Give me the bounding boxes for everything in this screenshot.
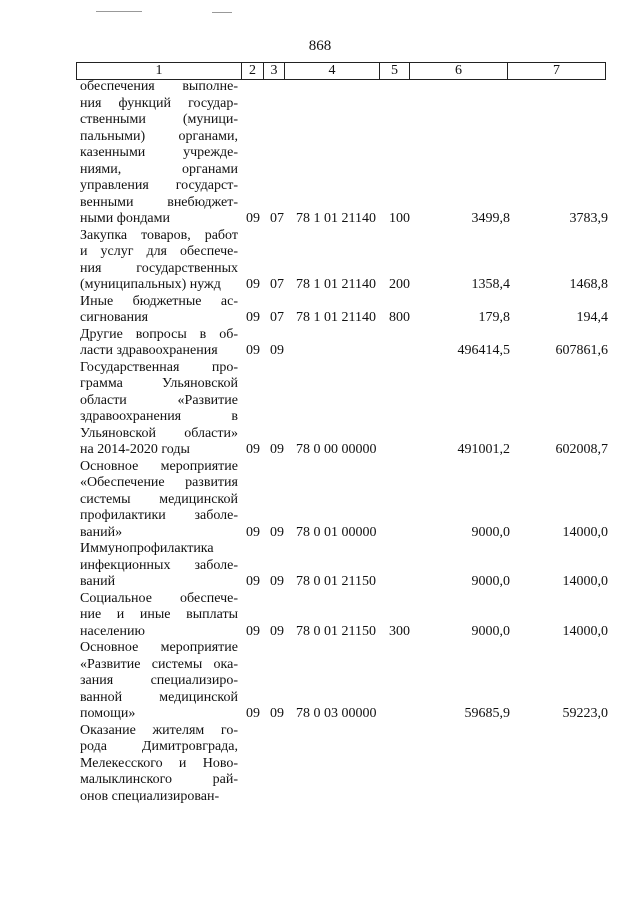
- subsection-code: 09: [270, 706, 284, 721]
- target-article-code: 78 1 01 21140: [296, 277, 376, 292]
- row-description: [80, 459, 238, 542]
- section-code: 09: [246, 211, 260, 226]
- table-row: [0, 459, 640, 542]
- row-description: [80, 360, 238, 459]
- description-line: помощи»: [80, 706, 136, 721]
- description-line: и услуг для обеспече-: [80, 244, 238, 259]
- table-row: [0, 327, 640, 360]
- description-line: ниями, органами: [80, 161, 238, 177]
- description-line: инфекционных заболе-: [80, 557, 238, 573]
- section-code: 09: [246, 706, 260, 721]
- table-row: [0, 640, 640, 723]
- expense-type-code: 100: [389, 211, 410, 226]
- row-description: [80, 640, 238, 723]
- subsection-code: 09: [270, 343, 284, 358]
- description-line: малыклинского рай-: [80, 772, 238, 787]
- column-header-5: 5: [380, 63, 410, 80]
- description-line: Ульяновской области»: [80, 425, 238, 441]
- row-description: [80, 327, 238, 360]
- subsection-code: 07: [270, 211, 284, 226]
- row-description: [80, 541, 238, 591]
- amount-year-2: 602008,7: [555, 442, 608, 457]
- section-code: 09: [246, 574, 260, 589]
- description-line: ванной медицинской: [80, 689, 238, 705]
- row-description: [80, 79, 238, 228]
- subsection-code: 09: [270, 524, 284, 540]
- expense-type-code: 800: [389, 310, 410, 325]
- description-line: Иммунопрофилактика: [80, 541, 214, 556]
- amount-year-2: 14000,0: [562, 524, 608, 540]
- page-number: 868: [308, 38, 332, 54]
- description-line: Государственная про-: [80, 359, 238, 375]
- description-line: населению: [80, 623, 145, 639]
- subsection-code: 09: [270, 623, 284, 639]
- column-header-7: 7: [508, 63, 606, 80]
- description-line: обеспечения выполне-: [80, 79, 238, 94]
- expense-type-code: 200: [389, 277, 410, 292]
- description-line: «Развитие системы ока-: [80, 656, 238, 672]
- amount-year-1: 1358,4: [471, 277, 510, 292]
- amount-year-1: 59685,9: [464, 706, 510, 721]
- subsection-code: 09: [270, 574, 284, 589]
- description-line: рода Димитровграда,: [80, 739, 238, 754]
- description-line: Мелекесского и Ново-: [80, 755, 238, 771]
- description-line: ния государственных: [80, 260, 238, 276]
- description-line: области «Развитие: [80, 392, 238, 408]
- row-description: [80, 723, 238, 806]
- subsection-code: 09: [270, 442, 284, 457]
- amount-year-2: 14000,0: [562, 623, 608, 639]
- subsection-code: 07: [270, 277, 284, 292]
- column-header-table: [76, 62, 606, 80]
- target-article-code: 78 0 00 00000: [296, 442, 377, 457]
- section-code: 09: [246, 343, 260, 358]
- description-line: Социальное обеспече-: [80, 590, 238, 606]
- target-article-code: 78 1 01 21140: [296, 310, 376, 325]
- amount-year-1: 496414,5: [457, 343, 510, 358]
- amount-year-2: 3783,9: [569, 211, 608, 226]
- description-line: Закупка товаров, работ: [80, 227, 238, 243]
- row-description: [80, 228, 238, 294]
- description-line: сигнования: [80, 310, 149, 325]
- description-line: онов специализирован-: [80, 788, 220, 804]
- description-line: ваний: [80, 574, 116, 589]
- column-header-6: 6: [410, 63, 508, 80]
- amount-year-2: 194,4: [576, 310, 608, 325]
- target-article-code: 78 0 03 00000: [296, 706, 377, 721]
- column-header-3: 3: [264, 63, 285, 80]
- description-line: ние и иные выплаты: [80, 607, 238, 622]
- amount-year-2: 59223,0: [562, 706, 608, 721]
- description-line: грамма Ульяновской: [80, 376, 238, 391]
- description-line: Основное мероприятие: [80, 640, 238, 655]
- amount-year-1: 9000,0: [471, 524, 510, 540]
- expense-type-code: 300: [389, 623, 410, 639]
- description-line: системы медицинской: [80, 491, 238, 507]
- table-row: [0, 360, 640, 459]
- target-article-code: 78 0 01 00000: [296, 524, 377, 540]
- target-article-code: 78 0 01 21150: [296, 623, 376, 639]
- section-code: 09: [246, 524, 260, 540]
- description-line: здравоохранения в: [80, 409, 238, 424]
- table-row: [0, 541, 640, 591]
- table-row: [0, 591, 640, 641]
- amount-year-1: 491001,2: [457, 442, 510, 457]
- section-code: 09: [246, 310, 260, 325]
- amount-year-1: 9000,0: [471, 623, 510, 639]
- table-row: [0, 723, 640, 806]
- description-line: Иные бюджетные ас-: [80, 293, 238, 309]
- description-line: Основное мероприятие: [80, 458, 238, 474]
- description-line: Другие вопросы в об-: [80, 326, 238, 342]
- scan-artifact: [96, 11, 142, 12]
- description-line: казенными учрежде-: [80, 145, 238, 160]
- amount-year-1: 9000,0: [471, 574, 510, 589]
- amount-year-2: 14000,0: [562, 574, 608, 589]
- section-code: 09: [246, 277, 260, 292]
- amount-year-2: 1468,8: [569, 277, 608, 292]
- description-line: ласти здравоохранения: [80, 343, 218, 358]
- row-description: [80, 294, 238, 327]
- amount-year-1: 3499,8: [471, 211, 510, 226]
- column-header-row: [77, 63, 606, 80]
- column-header-1: 1: [77, 63, 242, 80]
- description-line: ными фондами: [80, 211, 171, 226]
- description-line: на 2014-2020 годы: [80, 442, 190, 457]
- description-line: ственными (муници-: [80, 112, 238, 127]
- section-code: 09: [246, 623, 260, 639]
- description-line: профилактики заболе-: [80, 508, 238, 523]
- table-row: [0, 228, 640, 294]
- amount-year-1: 179,8: [478, 310, 510, 325]
- target-article-code: 78 1 01 21140: [296, 211, 376, 226]
- scan-artifact: [212, 12, 232, 13]
- amount-year-2: 607861,6: [555, 343, 608, 358]
- description-line: Оказание жителям го-: [80, 722, 238, 738]
- description-line: пальными) органами,: [80, 128, 238, 144]
- description-line: (муниципальных) нужд: [80, 277, 221, 292]
- description-line: зания специализиро-: [80, 673, 238, 688]
- description-line: «Обеспечение развития: [80, 475, 238, 490]
- target-article-code: 78 0 01 21150: [296, 574, 376, 589]
- description-line: венными внебюджет-: [80, 194, 238, 210]
- column-header-4: 4: [285, 63, 380, 80]
- row-description: [80, 591, 238, 641]
- section-code: 09: [246, 442, 260, 457]
- description-line: управления государст-: [80, 178, 238, 193]
- description-line: ваний»: [80, 524, 123, 540]
- column-header-2: 2: [242, 63, 264, 80]
- table-row: [0, 294, 640, 327]
- table-row: [0, 79, 640, 228]
- subsection-code: 07: [270, 310, 284, 325]
- description-line: ния функций государ-: [80, 95, 238, 111]
